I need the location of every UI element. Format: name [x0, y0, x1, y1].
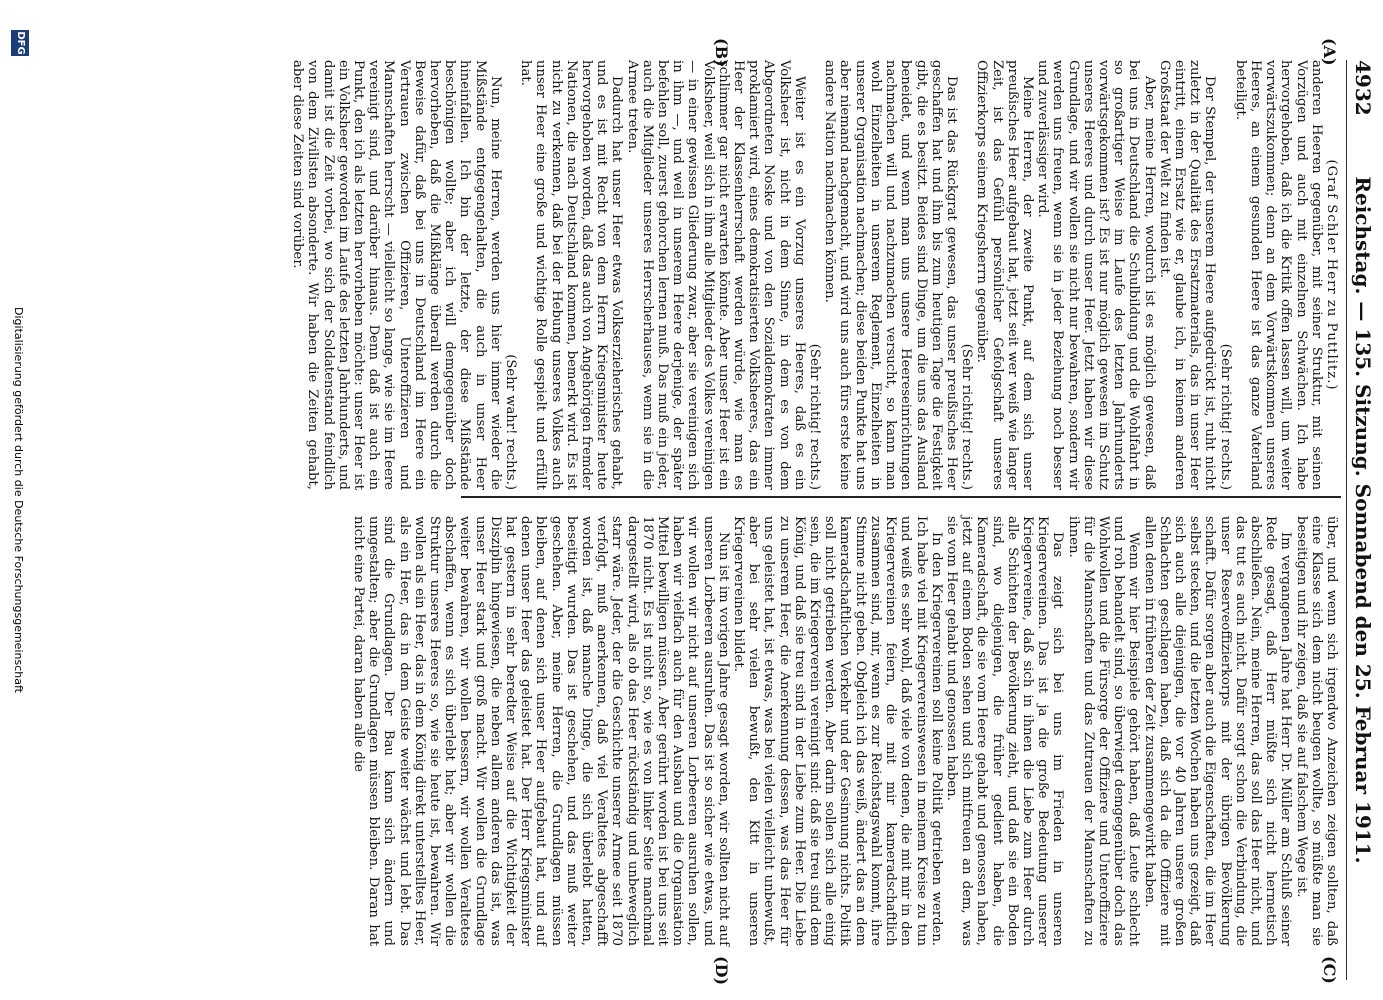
paragraph: Meine Herren, der zweite Punkt, auf dem sich unser preußisches Heer aufgebaut hat, jetzt seit wer weiß wie langer Zeit, ist das Gefühl persönlicher Gefolgschaft unseres Offizierkorps seinem Kriegsherrn gegenüber.	[974, 60, 1035, 490]
paragraph: (Sehr richtig! rechts.)	[807, 343, 823, 490]
page-number: 4932	[1351, 60, 1375, 116]
paragraph: Aber, meine Herren, wodurch ist es möglich gewesen, daß bei uns in Deutschland die Schulbildung und die Wohlfahrt in so großartiger Weise im Laufe des letzten Jahrhunderts vorwärtsgekommen ist? Es ist nur möglich gewesen im Schutz unseres Heeres und durch unser Heer. Jetzt haben wir diese Grundlage, und wir wollen sie nicht nur bewahren, sondern wir werden uns freuen, wenn sie in jeder Beziehung noch besser und zuverlässiger wird.	[1035, 60, 1157, 490]
page-title: Reichstag. — 135. Sitzung. Sonnabend den 25. Februar 1911.	[1351, 176, 1375, 864]
left-paragraphs	[290, 60, 1324, 490]
right-paragraphs	[351, 516, 1339, 946]
digitization-note: Digitalisierung gefördert durch die Deutsche Forschungsgemeinschaft	[12, 307, 25, 693]
paragraph: Im vergangenen Jahre hat Herr Dr. Müller am Schluß seiner Rede gesagt, daß Herr müßte sich nicht hermetisch abschließen. Nein, meine Herren, das soll das Heer nicht, und das tut es auch nicht. Dafür sorgt schon die Verbindung, die unser Reserveoffizierkorps mit der übrigen Bevölkerung schafft. Dafür sorgen aber auch die Eigenschaften, die im Heer selbst stecken, und die letzten Wochen haben uns gezeigt, daß sich auch alle diejenigen, die vor 40 Jahren unsere großen Schlachten geschlagen haben, daß sich da die Offiziere mit allen denen in früheren der Zeit zusammengewirkt haben.	[1141, 516, 1294, 946]
paragraph: Das zeigt sich bei uns im Frieden in unseren Kriegervereinen. Das ist ja die große Bedeutung unserer Kriegervereine, daß sich in ihnen die Liebe zum Heer durch alle Schichten der Bevölkerung zieht, und daß sie ein Boden sind, wo diejenigen, die früher gedient haben, die Kameradschaft, die sie vom Heere gehabt und genossen haben, jetzt auf einem Boden sehen und sich mitfreuen an dem, was sie vom Heer gehabt und genossen haben.	[943, 516, 1066, 946]
paragraph: Dadurch hat unser Heer etwas Volkserzieherisches gehabt, und es ist mit Recht von dem Herrn Kriegsminister heute hervorgehoben worden, daß das auch von Angehörigen fremder Nationen, die nach Deutschland kommen, bemerkt wird. Es ist nicht zu verkennen, daß bei der Hebung unseres Volkes auch unser Heer eine große und wichtige Rolle gespielt und erfüllt hat.	[518, 60, 625, 490]
paragraph: In den Kriegervereinen soll keine Politik getrieben werden. Ich habe viel mit Kriegervereinswesen in meinem Kreise zu tun und weiß es sehr wohl, daß viele von denen, die mit mir in den Kriegervereinen feiern, die mit mir kameradschaftlich zusammen sind, mir, wenn es zur Reichstagswahl kommt, ihre Stimme nicht geben. Obgleich ich das weiß, ändert das an dem kameradschaftlichen Verkehr und der Gesinnung nichts. Politik soll nicht getrieben werden. Aber darin sollen sich alle einig sein, die im Kriegerverein vereinigt sind: daß sie treu sind dem König, und daß sie treu sind in der Liebe zum Heer. Die Liebe zu unserem Heer, die Anerkennung dessen, was das Heer für uns geleistet hat, ist etwas, was bei vielen vielleicht unbewußt, aber bei sehr vielen bewußt, den Kitt in unseren Kriegervereinen bildet.	[731, 516, 944, 946]
page-header	[1349, 60, 1375, 980]
paragraph: (Sehr richtig! rechts.)	[1217, 343, 1233, 490]
left-text-column	[290, 60, 1339, 490]
right-text-column	[351, 516, 1339, 946]
paragraph: Nun ist im vorigen Jahre gesagt worden, wir sollten nicht auf unseren Lorbeeren ausruhen. Das ist so sicher wie etwas, und wir wollen wir nicht auf unseren Lorbeeren ausruhen sollen, haben wir vielfach auch für den Ausbau und die Organisation Mittel bewilligen müssen. Aber gerührt worden ist bei uns seit 1870 nicht. Es ist nicht so, wie es von linker Seite manchmal dargestellt wird, als ob das Heer rückständig und unbeweglich starr wäre. Jeder, der die Geschichte unserer Armee seit 1870 verfolgt, muß anerkennen, daß viel Veraltetes abgeschafft worden ist, daß manche Dinge, die sich überlebt hatten, beseitigt wurden. Das ist geschehen, und das muß weiter geschehen. Aber, meine Herren, die Grundlagen müssen bleiben, auf denen sich unser Heer aufgebaut hat, und auf denen unser Heer das geleistet hat. Der Herr Kriegsminister hat gestern in sehr beredter Weise auf die Wichtigkeit der Disziplin hingewiesen, die neben allem anderen das ist, was unser Heer stark und groß macht. Wir wollen die Grundlage weiter bewahren, wir wollen bessern, wir wollen Veraltetes abschaffen, wenn es sich überlebt hat; aber wir wollen die Struktur unseres Heeres so, wie sie heute ist, bewahren. Wir wollen als ein Heer, das in dem König direkt unterstelltes Heer, als ein Heer, das in dem Geiste weiter wächst und lebt. Das sind die Grundlagen. Der Bau kann sich ändern und umgestalten; aber die Grundlagen müssen bleiben. Daran hat nicht eine Partei, daran haben alle die	[351, 516, 731, 946]
paragraph: (Sehr richtig! rechts.)	[959, 343, 975, 490]
speaker-line: (Graf Schler Herr zu Puttlitz.)	[1324, 159, 1339, 391]
header-rule	[1346, 60, 1347, 980]
margin-marker-c: (C)	[1320, 956, 1339, 984]
paragraph: Nun, meine Herren, werden uns hier immer wieder die Mißstände entgegengehalten, die auch in unser Heer hineinfallen. Ich bin der letzte, der diese Mißstände beschönigen wollte; aber ich will demgegenüber doch hervorheben, daß die Mißklänge überall werden durch die Beweise dafür, daß bei uns in Deutschland im Heere ein Vertrauen zwischen Offizieren, Unteroffizieren und Mannschaften herrscht — vielleicht so lange, wie sie im Heere vereinigt sind, und darüber hinaus. Denn daß ist auch ein Punkt, den ich als letzten hervorheben möchte: unser Heer ist ein Volksheer geworden im Laufe des letzten Jahrhunderts, und damit ist die Zeit vorbei, wo sich der Soldatenstand feindlich von dem Zivilisten absonderte. Wir haben die Zeiten gehabt, aber diese Zeiten sind vorüber.	[290, 60, 503, 490]
paragraph: Der Stempel, der unserem Heere aufgedrückt ist, ruht nicht zuletzt in der Qualität des Ersatzmaterials, das in unser Heer eintritt, einem Ersatz wie er, glaube ich, in keinem anderen Großstaat der Welt zu finden ist.	[1156, 60, 1218, 490]
paragraph: (Sehr wahr! rechts.)	[503, 354, 519, 490]
paragraph: Das ist das Rückgrat gewesen, das unser preußisches Heer geschaffen hat und ihm bis zum heutigen Tage die Festigkeit gibt, die es besitzt. Beides sind Dinge, um die uns das Ausland beneidet, und wenn man uns unsere Heereseinrichtungen nachmachen will und nachzumachen versucht, so kann man wohl Einzelheiten in unserem Reglement, Einzelheiten in unserer Organisation nachmachen; diese beiden Punkte hat uns aber niemand nachgemacht, und wird uns auch fürs erste keine andere Nation nachmachen können.	[822, 60, 959, 490]
paragraph: anderen Heeren gegenüber, mit seiner Struktur, mit seinen Vorzügen und auch mit einzelnen Schwächen. Ich habe hervorgehoben, daß ich die Kritik offen lassen will, um weiter vorwärtszukommen; denn an dem Vorwärtskommen unseres Heeres, an einem gesunden Heere ist das ganze Vaterland beteiligt.	[1232, 60, 1324, 490]
margin-marker-d: (D)	[712, 956, 731, 986]
margin-marker-b: (B)	[712, 38, 731, 67]
margin-marker-a: (A)	[1320, 38, 1339, 66]
paragraph: über, und wenn sich irgendwo Anzeichen zeigen sollten, daß eine Klasse sich dem nicht beugen wollte, so müßte man sie beseitigen und ihr zeigen, daß sie auf falschem Wege ist.	[1293, 516, 1339, 946]
dfg-logo: DFG	[11, 30, 29, 56]
paragraph: Wenn wir hier Beispiele gehört haben, daß Leute schlecht und roh behandelt sind, so überwiegt demgegenüber doch das Wohlwollen und die Fürsorge der Offiziere und Unteroffiziere für die Mannschaften und das Zutrauen der Mannschaften zu ihnen.	[1065, 516, 1142, 946]
paragraph: Weiter ist es ein Vorzug unseres Heeres, daß es ein Volksheer ist, nicht in dem Sinne, in dem es von dem Abgeordneten Noske und von den Sozialdemokraten immer proklamiert wird, eines demokratisierten Volksheeres, das ein Heer der Klassenherrschaft werden würde, wie man es schlimmer gar nicht erwarten könnte. Aber unser Heer ist ein Volksheer, weil sich in ihm alle Mitglieder des Volkes vereinigen — in einer gewissen Gliederung zwar, aber sie vereinigen sich in ihm —, und weil in unserem Heere derjenige, der später befehlen soll, zuerst gehorchen lernen muß. Das muß ein jeder, auch die Mitglieder unseres Herrscherhauses, wenn sie in die Armee treten.	[624, 60, 807, 490]
column-divider	[461, 496, 1341, 498]
